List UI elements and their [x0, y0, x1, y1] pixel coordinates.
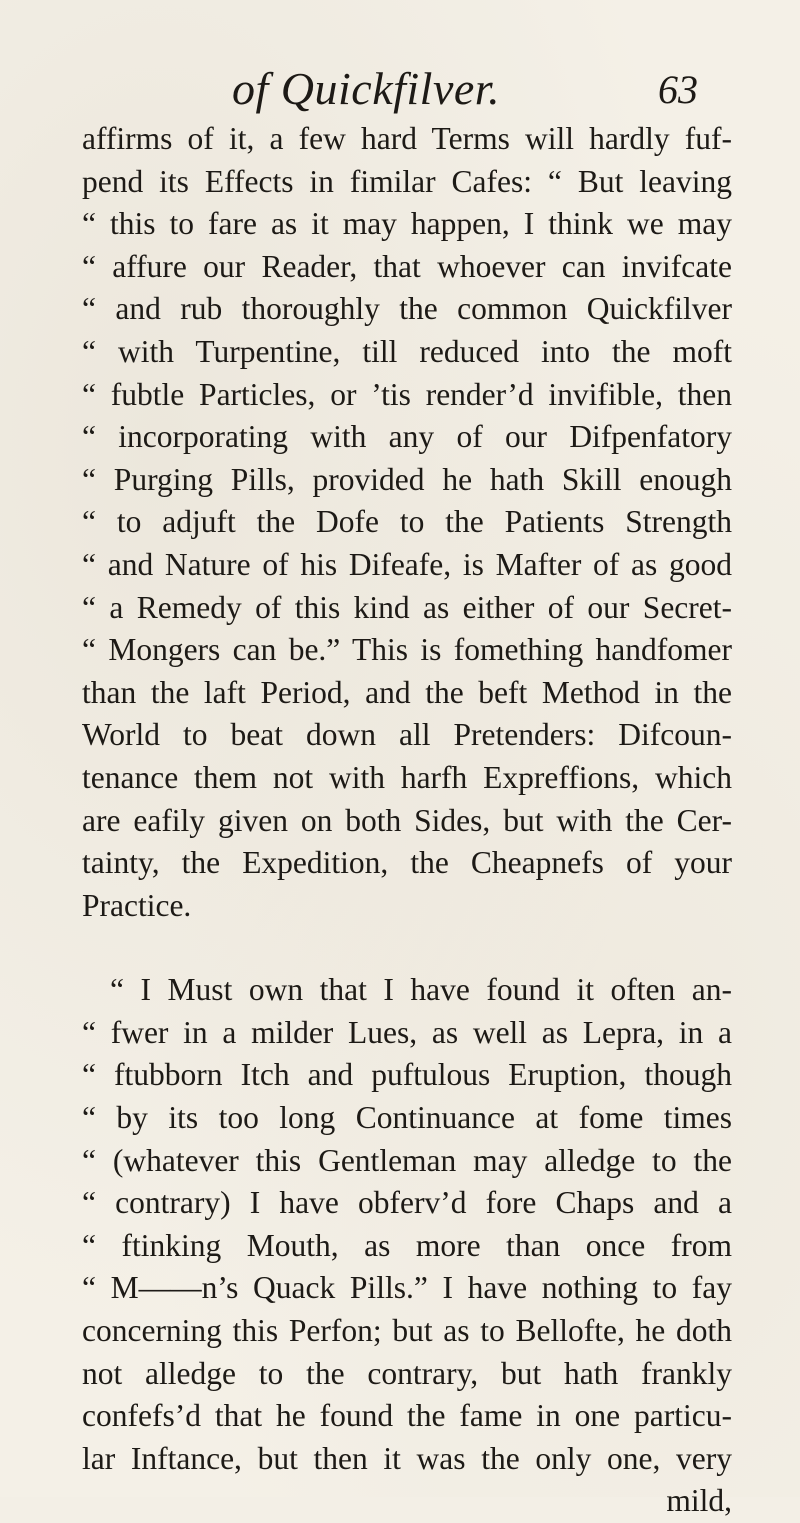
text-line: “ and Nature of his Difeafe, is Mafter of as good [82, 546, 732, 582]
text-line: “ a Remedy of this kind as either of our Secret- [82, 589, 732, 625]
text-line: “ M——n’s Quack Pills.” I have nothing to fay [82, 1270, 732, 1306]
text-line: “ ftubborn Itch and puftulous Eruption, though [82, 1057, 732, 1093]
text-line: “ affure our Reader, that whoever can invifcate [82, 248, 732, 284]
text-line: affirms of it, a few hard Terms will hardly fuf- [82, 121, 732, 156]
page-header [0, 62, 800, 122]
text-line: concerning this Perfon; but as to Bellofte, he doth [82, 1313, 732, 1349]
text-line: not alledge to the contrary, but hath frankly [82, 1355, 732, 1391]
paragraph-gap [82, 927, 732, 969]
text-line: “ this to fare as it may happen, I think we may [82, 206, 732, 242]
text-line: tenance them not with harfh Expreffions, which [82, 759, 732, 795]
text-line: “ ftinking Mouth, as more than once from [82, 1227, 732, 1263]
text-line: “ by its too long Continuance at fome times [82, 1100, 732, 1136]
text-line: tainty, the Expedition, the Cheapnefs of your [82, 845, 732, 881]
text-line: “ Mongers can be.” This is fomething handfomer [82, 632, 732, 668]
text-line: pend its Effects in fimilar Cafes: “ But leaving [82, 163, 732, 199]
text-line: “ fubtle Particles, or ’tis render’d invifible, then [82, 376, 732, 412]
page-number: 63 [658, 67, 698, 112]
text-line: World to beat down all Pretenders: Difcoun- [82, 717, 732, 753]
text-line: lar Inftance, but then it was the only one, very [82, 1440, 732, 1476]
text-line: “ Purging Pills, provided he hath Skill enough [82, 461, 732, 497]
text-line: “ (whatever this Gentleman may alledge to the [82, 1142, 732, 1178]
catchword: mild, [666, 1483, 732, 1519]
text-line: “ contrary) I have obferv’d fore Chaps and a [82, 1185, 732, 1221]
text-line: “ to adjuft the Dofe to the Patients Strength [82, 504, 732, 540]
text-line: confefs’d that he found the fame in one particu- [82, 1398, 732, 1434]
text-line: Practice. [82, 887, 192, 923]
text-line: “ I Must own that I have found it often an- [110, 972, 732, 1008]
running-head: of Quickfilver. [232, 63, 501, 114]
text-line: “ with Turpentine, till reduced into the moft [82, 333, 732, 369]
text-line: “ and rub thoroughly the common Quickfilver [82, 291, 732, 327]
body-text [82, 118, 732, 1523]
text-line: “ incorporating with any of our Difpenfatory [82, 419, 732, 455]
text-line: are eafily given on both Sides, but with the Cer- [82, 802, 732, 838]
text-line: “ fwer in a milder Lues, as well as Lepra, in a [82, 1014, 732, 1050]
text-line: than the laft Period, and the beft Method in the [82, 674, 732, 710]
